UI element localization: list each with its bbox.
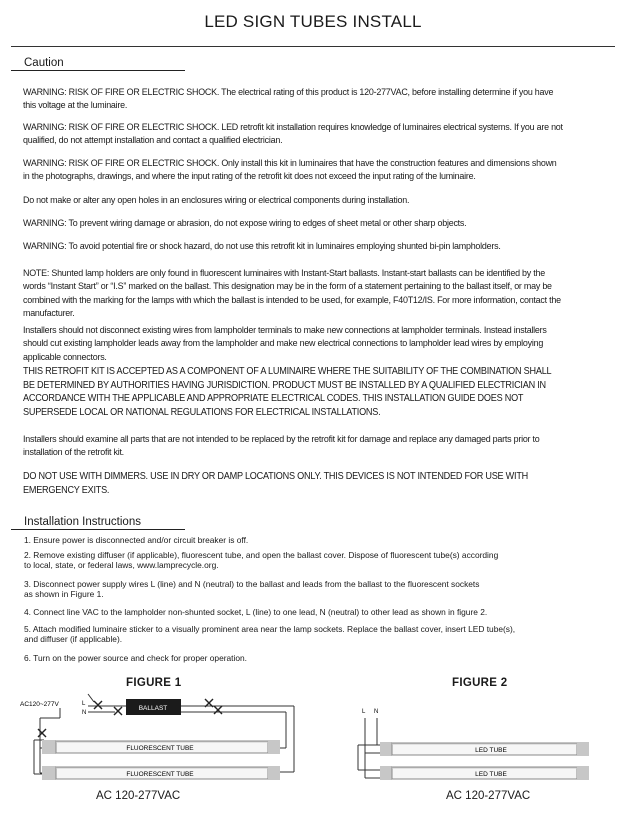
install-step: 2. Remove existing diffuser (if applicable), fluorescent tube, and open the ballast cover. Dispose of fluorescent tube(s) according to local, state, or federal laws, www.lamprecycle.org.	[24, 550, 499, 571]
note-shunted-holders: NOTE: Shunted lamp holders are only found in fluorescent luminaires with Instant-Start ballasts. Instant-start ballasts can be identified by the words “Instant Start” or “I.S” marked on the ballast. This designation may be in the form of a statement pertaining to the ballast itself, or may be combined with the marking for the lamps with which the ballast is intended to be used, for example, F40T12/IS. For more information, contact the manufacturer.	[23, 268, 561, 320]
warning-qualification: WARNING: RISK OF FIRE OR ELECTRIC SHOCK. LED retrofit kit installation requires knowledge of luminaires electrical systems. If you are not qualified, do not attempt installation and contact a qualified electrician.	[23, 122, 563, 147]
figure1-title: FIGURE 1	[126, 677, 182, 689]
page-title: LED SIGN TUBES INSTALL	[204, 12, 422, 31]
warning-shunted: WARNING: To avoid potential fire or shock hazard, do not use this retrofit kit in luminaires employing shunted bi-pin lampholders.	[23, 241, 501, 252]
figure2-l-label: L	[362, 709, 366, 715]
install-step: 3. Disconnect power supply wires L (line) and N (neutral) to the ballast and leads from the ballast to the fluorescent sockets as shown in Figure 1.	[24, 579, 480, 600]
caution-heading: Caution	[24, 57, 64, 69]
figure2-caption: AC 120-277VAC	[446, 790, 531, 802]
note-lampholder-leads: Installers should not disconnect existing wires from lampholder terminals to make new connections at lampholder terminals. Instead installers should cut existing lampholder leads away from the lampholder and make new electrical connections to lampholder lead wires by employing applicable connectors.	[23, 325, 547, 363]
figure2-n-label: N	[374, 709, 379, 715]
install-step: 5. Attach modified luminaire sticker to a visually prominent area near the lamp sockets. Replace the ballast cover, insert LED tube(s), and diffuser (if applicable).	[24, 624, 516, 645]
install-step: 4. Connect line VAC to the lampholder non-shunted socket, L (line) to one lead, N (neutral) to other lead as shown in figure 2.	[24, 607, 488, 617]
caution-underline	[11, 70, 185, 71]
notice-retrofit-kit: THIS RETROFIT KIT IS ACCEPTED AS A COMPONENT OF A LUMINAIRE WHERE THE SUITABILITY OF THE COMBINATION SHALL BE DETERMINED BY AUTHORITIES HAVING JURISDICTION. PRODUCT MUST BE INSTALLED BY A QUALIFIED ELECTRICIAN IN ACCORDANCE WITH THE APPLICABLE AND APPROPRIATE ELECTRICAL CODES. THIS INSTALLATION GUIDE DOES NOT SUPERSEDE LOCAL OR NATIONAL REGULATIONS FOR ELECTRICAL INSTALLATIONS.	[23, 366, 552, 418]
figure1-diagram	[20, 690, 305, 795]
led-tube-label: LED TUBE	[475, 771, 507, 778]
ballast-label: BALLAST	[138, 705, 168, 712]
note-openings: Do not make or alter any open holes in an enclosures wiring or electrical components during installation.	[23, 195, 410, 206]
figure2-diagram	[350, 700, 610, 790]
figure1-caption: AC 120-277VAC	[96, 790, 181, 802]
install-step: 1. Ensure power is disconnected and/or circuit breaker is off.	[24, 535, 249, 545]
fluorescent-tube-label: FLUORESCENT TUBE	[126, 771, 194, 778]
fluorescent-tube-label: FLUORESCENT TUBE	[126, 745, 194, 752]
install-underline	[11, 529, 185, 530]
warning-wiring: WARNING: To prevent wiring damage or abrasion, do not expose wiring to edges of sheet metal or other sharp objects.	[23, 218, 467, 229]
note-examine-parts: Installers should examine all parts that are not intended to be replaced by the retrofit kit for damage and replace any damaged parts prior to installation of the retrofit kit.	[23, 434, 540, 459]
figure1-l-label: L	[82, 701, 86, 707]
led-tube-label: LED TUBE	[475, 747, 507, 754]
figure1-voltage-label: AC120~277V	[20, 701, 59, 708]
figure2-title: FIGURE 2	[452, 677, 508, 689]
warning-construction: WARNING: RISK OF FIRE OR ELECTRIC SHOCK. Only install this kit in luminaires that have the construction features and dimensions shown in the photographs, drawings, and where the input rating of the retrofit kit does not exceed the input rating of the luminaire.	[23, 158, 557, 183]
title-divider	[11, 46, 615, 47]
figure1-n-label: N	[82, 710, 87, 716]
install-heading: Installation Instructions	[24, 516, 141, 528]
install-step: 6. Turn on the power source and check for proper operation.	[24, 653, 247, 663]
warning-voltage: WARNING: RISK OF FIRE OR ELECTRIC SHOCK. The electrical rating of this product is 120-277VAC, before installing determine if you have this voltage at the luminaire.	[23, 87, 554, 112]
notice-dimmers: DO NOT USE WITH DIMMERS. USE IN DRY OR DAMP LOCATIONS ONLY. THIS DEVICES IS NOT INTENDED FOR USE WITH EMERGENCY EXITS.	[23, 471, 529, 496]
